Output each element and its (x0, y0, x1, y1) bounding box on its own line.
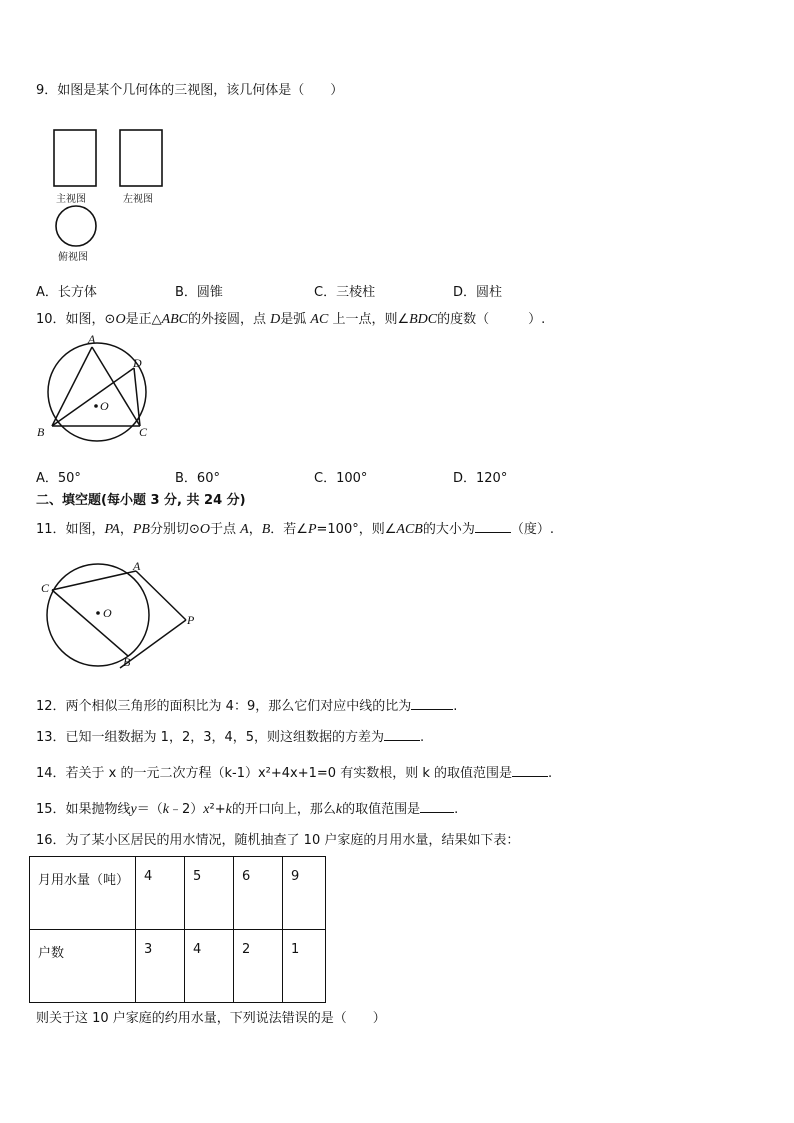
front-view-rect (54, 130, 96, 186)
table-row (30, 930, 326, 1003)
chord-ca (52, 571, 136, 590)
q11-text (36, 520, 554, 539)
q10-text-mid3: 是弧 (280, 312, 311, 327)
q15-text-post: . (454, 802, 459, 817)
q10-var-bdc: BDC (409, 312, 438, 327)
q15-answer-blank[interactable] (420, 800, 454, 813)
q10-text (36, 311, 545, 329)
table-row (30, 857, 326, 930)
q15-var-k1: k (162, 802, 169, 817)
q10-var-ac: AC (310, 312, 329, 327)
point-d-label: D (133, 356, 142, 370)
table-cell: 9 (283, 857, 326, 930)
q11-text-mid1: 分别切⊙ (149, 522, 200, 537)
q15-text-mid3: ²+ (209, 802, 226, 817)
q11-text-mid5: 的大小为 (422, 522, 475, 537)
q15-var-x: x (203, 802, 210, 817)
point-c-label: C (139, 425, 148, 439)
q11-comma: ， (119, 522, 133, 537)
q10-text-mid1: 是正△ (125, 312, 162, 327)
q15-text-mid1: ＝（ (136, 802, 163, 817)
q11-var-b: B (261, 522, 271, 537)
q12-text-body: 12．两个相似三角形的面积比为 4：9，那么它们对应中线的比为 (36, 699, 412, 714)
q13-text-post: . (420, 730, 425, 745)
q10-option-a: A．50° (36, 471, 81, 486)
q11-point-o-label: O (103, 606, 112, 620)
q15-var-k3: k (335, 802, 343, 817)
q10-text-post: 的度数（ ）. (437, 312, 546, 327)
q11-text-mid4: =100°，则∠ (316, 522, 397, 537)
q11-text-mid3: ．若∠ (270, 522, 308, 537)
q11-tangent-figure (36, 556, 206, 674)
q9-option-d: D．圆柱 (453, 285, 503, 300)
point-a-label: A (88, 332, 96, 346)
q11-point-a-label: A (133, 559, 141, 573)
q15-var-k2: k (225, 802, 232, 817)
table-cell: 5 (185, 857, 234, 930)
q13-text-body: 13．已知一组数据为 1，2，3，4，5，则这组数据的方差为 (36, 730, 385, 745)
q10-var-o: O (115, 312, 126, 327)
front-view-label: 主视图 (56, 194, 86, 205)
q14-text-post: . (548, 766, 553, 781)
table-cell: 6 (234, 857, 283, 930)
q9-text: 9．如图是某个几何体的三视图，该几何体是（ ） (36, 83, 344, 98)
q15-text-mid2: ﹣2） (169, 802, 204, 817)
q9-option-c: C．三棱柱 (314, 285, 376, 300)
q11-figure-svg (36, 556, 206, 674)
chord-cb (52, 590, 128, 656)
q14-text (36, 764, 552, 783)
tangent-pa (136, 571, 186, 620)
q15-text-mid5: 的取值范围是 (342, 802, 421, 817)
q11-text-mid2: 于点 (210, 522, 241, 537)
table-cell: 4 (185, 930, 234, 1003)
table-cell: 1 (283, 930, 326, 1003)
q10-option-c: C．100° (314, 471, 368, 486)
top-view-label: 俯视图 (58, 252, 88, 263)
q11-answer-blank[interactable] (475, 520, 511, 533)
q10-var-abc: ABC (161, 312, 189, 327)
q11-text-pre: 11．如图， (36, 522, 105, 537)
q13-text (36, 728, 424, 747)
q10-option-d: D．120° (453, 471, 508, 486)
q10-option-b: B．60° (175, 471, 220, 486)
q10-var-d: D (270, 312, 281, 327)
q10-circle-figure (34, 332, 164, 448)
table-header-cell: 月用水量（吨） (30, 857, 136, 930)
left-view-rect (120, 130, 162, 186)
q13-answer-blank[interactable] (384, 728, 420, 741)
center-o-dot (94, 404, 98, 408)
q15-text-pre: 15．如果抛物线 (36, 802, 131, 817)
q15-text-mid4: 的开口向上，那么 (231, 802, 336, 817)
q15-text (36, 800, 458, 819)
table-header-cell: 户数 (30, 930, 136, 1003)
q11-point-c-label: C (41, 581, 50, 595)
q11-sep: ， (248, 522, 262, 537)
table-cell: 3 (136, 930, 185, 1003)
q12-text-post: . (453, 699, 458, 714)
q12-answer-blank[interactable] (411, 697, 453, 710)
q11-center-dot (96, 611, 100, 615)
q9-option-a: A．长方体 (36, 285, 97, 300)
q11-var-a: A (240, 522, 249, 537)
q10-text-mid2: 的外接圆，点 (188, 312, 271, 327)
point-o-label: O (100, 399, 109, 413)
q16-text: 16．为了某小区居民的用水情况，随机抽查了 10 户家庭的月用水量，结果如下表： (36, 833, 520, 848)
q11-var-o: O (199, 522, 211, 537)
q14-text-body: 14．若关于 x 的一元二次方程（k-1）x²+4x+1=0 有实数根，则 k 的取值范围是 (36, 766, 513, 781)
q9-option-b: B．圆锥 (175, 285, 223, 300)
q11-var-acb: ACB (396, 522, 423, 537)
segment-ab (52, 347, 92, 426)
section-2-title: 二、填空题(每小题 3 分, 共 24 分) (36, 493, 246, 508)
q14-answer-blank[interactable] (512, 764, 548, 777)
q16-after-text: 则关于这 10 户家庭的约用水量，下列说法错误的是（ ） (36, 1011, 386, 1026)
top-view-circle (56, 206, 96, 246)
q9-three-views-figure (46, 122, 176, 262)
table-cell: 2 (234, 930, 283, 1003)
q10-text-pre: 10．如图，⊙ (36, 312, 116, 327)
q15-var-y: y (130, 802, 137, 817)
q11-text-post: （度）. (510, 522, 554, 537)
q11-var-p: P (307, 522, 317, 537)
q11-point-b-label: B (123, 655, 131, 669)
point-b-label: B (37, 425, 45, 439)
q10-text-mid4: 上一点，则∠ (328, 312, 410, 327)
left-view-label: 左视图 (123, 194, 153, 205)
q11-var-pa: PA (104, 522, 120, 537)
q11-var-pb: PB (132, 522, 150, 537)
q12-text (36, 697, 457, 716)
table-cell: 4 (136, 857, 185, 930)
q11-point-p-label: P (187, 613, 195, 627)
q16-water-usage-table (29, 856, 326, 1003)
